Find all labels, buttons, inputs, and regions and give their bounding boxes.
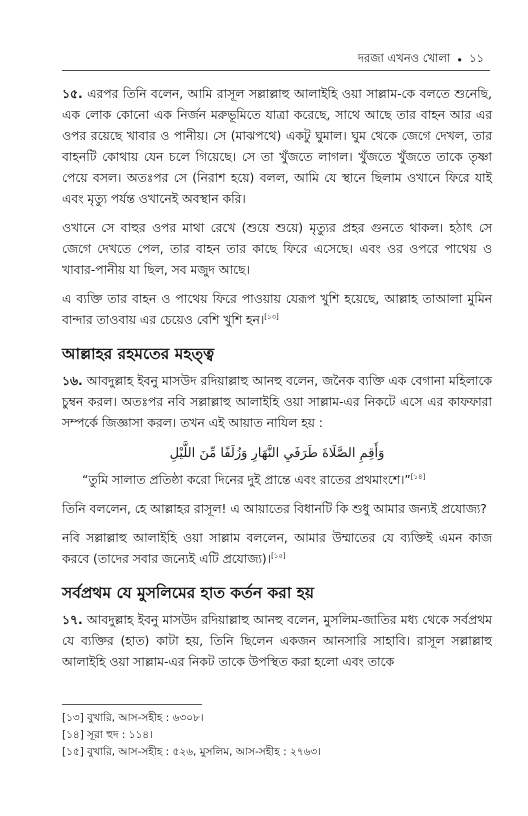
arabic-verse: وَأَقِمِ الصَّلَاةَ طَرَفَيِ النَّهَارِ وَزُلَفًا مِّنَ اللَّيْلِ — [169, 446, 385, 461]
paragraph-number: ১৭. — [62, 613, 83, 627]
footnote-ref-13[interactable]: [১৩] — [264, 312, 279, 321]
footnotes — [62, 710, 492, 761]
paragraph-15-conclusion — [62, 289, 492, 331]
main-text — [62, 84, 492, 681]
paragraph-question: তিনি বললেন, হে আল্লাহর রাসূল! এ আয়াতের বিধানটি কি শুধু আমার জন্যই প্রযোজ্য? — [62, 502, 487, 516]
section-heading-mercy: আল্লাহর রহমতের মহত্ত্ব — [62, 345, 215, 363]
section-heading-first-hand-cut: সর্বপ্রথম যে মুসলিমের হাত কর্তন করা হয় — [62, 584, 314, 602]
header-title: দরজা এখনও খোলা — [357, 51, 451, 65]
footnote-rule — [62, 704, 202, 705]
footnote-14: [১৪] সূরা হুদ : ১১৪। — [62, 729, 153, 741]
page-number: ১১ — [469, 51, 484, 65]
paragraph-number: ১৬. — [62, 374, 83, 388]
header-bullet: • — [456, 52, 464, 67]
paragraph-number: ১৫. — [62, 87, 83, 101]
paragraph-text: আবদুল্লাহ ইবনু মাসউদ রদিয়াল্লাহু আনহু বলেন, মুসলিম-জাতির মধ্য থেকে সর্বপ্রথম যে ব্যক্তির (হাত) কাটা হয়, তিনি ছিলেন একজন আনসারি সাহাবি। রাসূল সল্লাল্লাহু আলাইহি ওয়া সাল্লাম-এর নিকট তাকে উপস্থিত করা হলো এবং তাকে — [62, 613, 492, 669]
header-rule — [62, 70, 490, 71]
footnote-ref-15[interactable]: [১৫] — [271, 551, 286, 560]
paragraph-text: এ ব্যক্তি তার বাহন ও পাথেয় ফিরে পাওয়ায় যেরূপ খুশি হয়েছে, আল্লাহ তাআলা মুমিন বান্দার তাওবায় এর চেয়েও বেশি খুশি হন। — [62, 292, 492, 327]
paragraph-16 — [62, 371, 492, 434]
quote-text: “তুমি সালাত প্রতিষ্ঠা করো দিনের দুই প্রান্তে এবং রাতের প্রথমাংশে।” — [82, 473, 411, 487]
paragraph-15-continued: ওখানে সে বাহুর ওপর মাথা রেখে (শুয়ে শুয়ে) মৃত্যুর প্রহর গুনতে থাকল। হঠাৎ সে জেগে দেখতে পেল, তার বাহন তার কাছে ফিরে এসেছে। এবং ওর ওপরে পাথেয় ও খাবার-পানীয় যা ছিল, সব মজুদ আছে। — [62, 221, 492, 277]
footnote-15: [১৫] বুখারি, আস-সহীহ : ৫২৬, মুসলিম, আস-সহীহ : ২৭৬৩। — [62, 746, 322, 758]
paragraph-text: এরপর তিনি বলেন, আমি রাসূল সল্লাল্লাহু আলাইহি ওয়া সাল্লাম-কে বলতে শুনেছি, এক লোক কোনো এক নির্জন মরুভূমিতে যাত্রা করেছে, সাথে আছে তার বাহন আর এর ওপর রয়েছে খাবার ও পানীয়। সে (মাঝপথে) একটু ঘুমাল। ঘুম থেকে জেগে দেখল, তার বাহনটি কোথায় যেন চলে গিয়েছে। সে তা খুঁজতে লাগল। খুঁজতে খুঁজতে তাকে তৃষ্ণা পেয়ে বসল। অতঃপর সে (নিরাশ হয়ে) বলল, আমি যে স্থানে ছিলাম ওখানে ফিরে যাই এবং মৃত্যু পর্যন্ত ওখানেই অবস্থান করি। — [62, 87, 492, 206]
paragraph-15 — [62, 84, 492, 210]
footnote-ref-14[interactable]: [১৪] — [410, 472, 426, 481]
paragraph-text: নবি সল্লাল্লাহু আলাইহি ওয়া সাল্লাম বললেন, আমার উম্মাতের যে ব্যক্তিই এমন কাজ করবে (তাদের সবার জন্যেই এটি প্রযোজ্য)। — [62, 531, 492, 566]
running-header — [358, 50, 484, 69]
paragraph-answer — [62, 528, 492, 570]
paragraph-17 — [62, 610, 492, 673]
paragraph-text: আবদুল্লাহ ইবনু মাসউদ রদিয়াল্লাহু আনহু বলেন, জনৈক ব্যক্তি এক বেগানা মহিলাকে চুম্বন করল। অতঃপর নবি সল্লাল্লাহু আলাইহি ওয়া সাল্লাম-এর নিকটে এসে এর কাফফারা সম্পর্কে জিজ্ঞাসা করল। তখন এই আয়াত নাযিল হয় : — [62, 374, 492, 430]
verse-translation — [62, 470, 492, 491]
footnote-13: [১৩] বুখারি, আস-সহীহ : ৬৩০৮। — [62, 712, 204, 724]
